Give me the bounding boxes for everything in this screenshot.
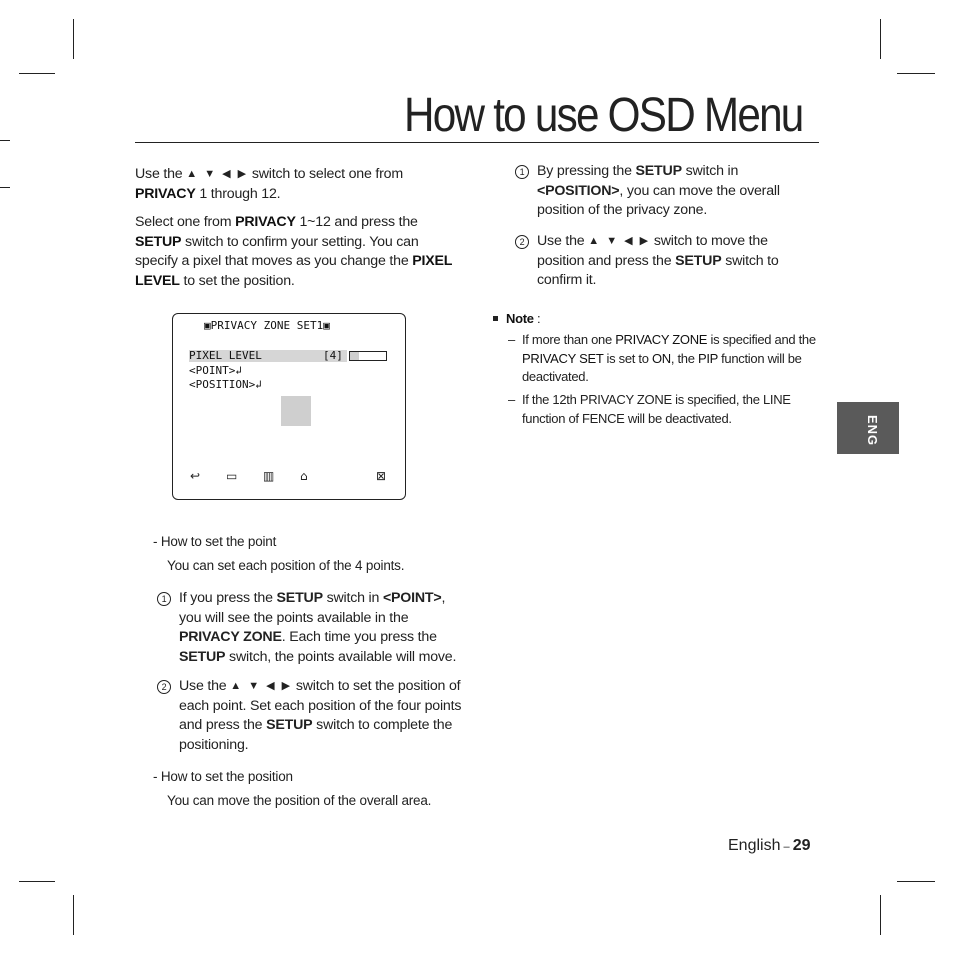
text: , you will see the points available in the — [179, 590, 446, 626]
step-number-circle: 2 — [515, 235, 529, 249]
text: . Each time you press the — [281, 629, 437, 645]
text: switch in — [322, 590, 383, 606]
bold-term: PRIVACY SET — [522, 350, 604, 366]
crop-mark — [19, 73, 55, 74]
arrow-keys-icon: ▲ ▼ ◀ ▶ — [230, 680, 293, 692]
text: , the — [670, 350, 698, 366]
note-heading — [493, 310, 540, 329]
crop-mark — [19, 881, 55, 882]
text: Use the — [179, 678, 231, 694]
text: is specified and the — [707, 332, 816, 347]
bold-term: SETUP — [635, 163, 682, 179]
dash: – — [508, 332, 515, 347]
bold-term: <POINT> — [382, 590, 442, 606]
bold-term: <POSITION> — [537, 182, 620, 199]
text: 1 through 12. — [195, 185, 281, 202]
left-step-2 — [161, 677, 464, 755]
osd-title: ▣PRIVACY ZONE SET1▣ — [204, 319, 330, 332]
step-number-circle: 1 — [515, 165, 529, 179]
osd-pixel-level-label: PIXEL LEVEL — [189, 349, 262, 362]
text: function will be deactivated. — [522, 350, 802, 384]
text: , you can move the overall position of the privacy zone. — [537, 182, 780, 218]
osd-position-item: <POSITION>↲ — [189, 378, 262, 391]
bold-term: PRIVACY ZONE — [179, 629, 282, 645]
text: switch, the points available will move. — [225, 648, 457, 665]
home-icon: ⌂ — [300, 469, 308, 483]
text: switch to confirm your setting. You can specify a pixel that moves as you change the — [135, 233, 419, 269]
section-heading-point: - How to set the point — [153, 534, 277, 549]
delete-icon: ▥ — [263, 469, 275, 483]
text: If the 12th PRIVACY ZONE is specified, the LINE function of FENCE will be deactivated. — [522, 392, 791, 426]
bold-term: PRIVACY ZONE — [615, 332, 708, 347]
copy-icon: ▭ — [226, 469, 238, 483]
page-title: How to use OSD Menu — [404, 89, 803, 142]
step-number-circle: 1 — [157, 592, 171, 606]
crop-mark — [73, 895, 74, 935]
bold-term: SETUP — [675, 252, 722, 269]
close-icon: ⊠ — [376, 469, 387, 483]
text: Select one from — [135, 214, 236, 230]
text: to set the position. — [179, 272, 295, 289]
text: switch to set the position of each point. Set each position of the four points and press the — [179, 678, 462, 733]
osd-point-item: <POINT>↲ — [189, 364, 242, 377]
bold-term: PIP — [697, 350, 718, 366]
osd-screen — [172, 313, 406, 500]
text: switch to complete the positioning. — [179, 717, 453, 753]
text: : — [533, 311, 541, 326]
text: is set to — [603, 350, 652, 366]
text: If more than one — [522, 332, 616, 347]
text: 1~12 and press the — [295, 214, 418, 230]
text: By pressing the — [537, 163, 636, 179]
crop-mark — [73, 19, 74, 59]
osd-pixel-level-bar — [349, 351, 387, 361]
language-tab-label: ENG — [865, 415, 880, 447]
section-sub-point: You can set each position of the 4 points. — [167, 558, 405, 573]
arrow-keys-icon: ▲ ▼ ◀ ▶ — [588, 235, 651, 247]
text: switch to move the position and press the — [537, 233, 768, 269]
footer-language: English — [728, 837, 781, 854]
crop-mark — [880, 895, 881, 935]
step-number-circle: 2 — [157, 680, 171, 694]
bold-term: SETUP — [135, 233, 182, 250]
text: If you press the — [179, 590, 277, 606]
section-heading-position: - How to set the position — [153, 769, 293, 784]
crop-mark — [0, 140, 10, 141]
right-step-2 — [519, 232, 797, 291]
bold-term: PRIVACY — [235, 214, 296, 230]
crop-mark — [897, 881, 935, 882]
crop-mark — [897, 73, 935, 74]
note-item-1 — [508, 331, 817, 387]
crop-mark — [880, 19, 881, 59]
text: Use the — [537, 233, 589, 249]
right-step-1 — [519, 162, 797, 221]
text: switch to select one from — [248, 166, 403, 182]
bold-term: PRIVACY — [135, 185, 196, 202]
text: Use the — [135, 166, 187, 182]
osd-pixel-level-value: [4] — [323, 349, 343, 362]
bold-term: SETUP — [179, 648, 226, 665]
dash: – — [508, 392, 515, 407]
page-footer — [728, 837, 811, 855]
title-rule — [135, 142, 819, 143]
osd-pixel-marker — [281, 396, 311, 426]
section-sub-position: You can move the position of the overall area. — [167, 793, 432, 808]
intro-paragraph-1 — [135, 165, 435, 204]
note-item-2 — [508, 391, 820, 428]
bold-term: SETUP — [276, 590, 323, 606]
crop-mark — [0, 187, 10, 188]
text: switch in — [681, 163, 739, 179]
bold-term: SETUP — [266, 717, 313, 733]
bold-term: PIXEL LEVEL — [135, 253, 453, 289]
footer-separator: – — [780, 841, 793, 853]
note-label: Note — [506, 311, 534, 326]
osd-bar-fill — [350, 352, 359, 360]
bold-term: ON — [651, 350, 671, 366]
arrow-keys-icon: ▲ ▼ ◀ ▶ — [186, 168, 249, 180]
left-step-1 — [161, 589, 464, 667]
back-icon: ↩ — [190, 469, 201, 483]
bullet-square-icon — [493, 316, 498, 321]
text: switch to confirm it. — [537, 252, 779, 288]
intro-paragraph-2 — [135, 213, 460, 291]
page-number: 29 — [792, 837, 811, 854]
language-tab — [837, 402, 899, 454]
